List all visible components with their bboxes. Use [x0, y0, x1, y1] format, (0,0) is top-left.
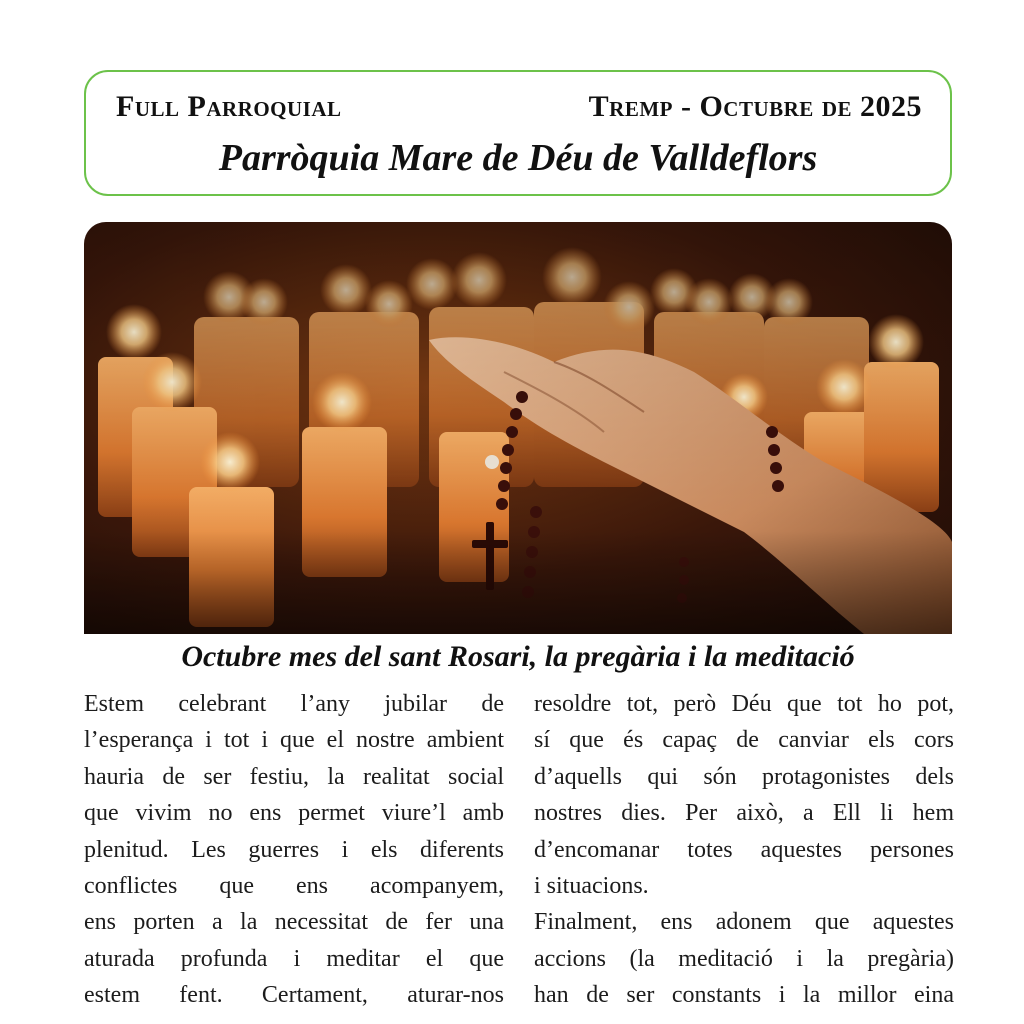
text-line: d’aquells qui són protagonistes dels	[534, 763, 954, 790]
text-line: que vivim no ens permet viure’l amb	[84, 800, 504, 827]
text-line: conflictes que ens acompanyem,	[84, 873, 504, 900]
header-photo	[84, 222, 952, 634]
candles-praying-hands-illustration	[84, 222, 952, 634]
bulletin-name: Full Parroquial	[116, 90, 342, 123]
article-title: Octubre mes del sant Rosari, la pregària i la meditació	[181, 640, 855, 673]
text-line: Estem celebrant l’any jubilar de	[84, 691, 504, 717]
text-line: i situacions.	[534, 873, 649, 900]
location-date: Tremp - Octubre de 2025	[588, 90, 922, 123]
text-line: han de ser constants i la millor eina	[534, 982, 954, 1009]
text-line: aturada profunda i meditar el que	[84, 945, 504, 972]
text-line: d’encomanar totes aquestes persones	[534, 836, 954, 863]
text-line: l’esperança i tot i que el nostre ambient	[84, 727, 504, 754]
text-line: nostres dies. Per això, a Ell li hem	[534, 800, 954, 827]
parish-title: Parròquia Mare de Déu de Valldeflors	[218, 137, 818, 179]
article-column-left	[84, 686, 504, 1014]
article-column-right	[534, 686, 954, 1014]
text-line: resoldre tot, però Déu que tot ho pot,	[534, 691, 954, 717]
text-line: accions (la meditació i la pregària)	[534, 945, 954, 972]
text-line: sí que és capaç de canviar els cors	[534, 727, 954, 754]
header-box	[84, 70, 952, 196]
text-line: estem fent. Certament, aturar-nos	[84, 982, 504, 1009]
text-line: hauria de ser festiu, la realitat social	[84, 763, 504, 790]
text-line: ens porten a la necessitat de fer una	[84, 909, 504, 936]
text-line: Finalment, ens adonem que aquestes	[534, 909, 954, 936]
text-line: plenitud. Les guerres i els diferents	[84, 836, 504, 863]
